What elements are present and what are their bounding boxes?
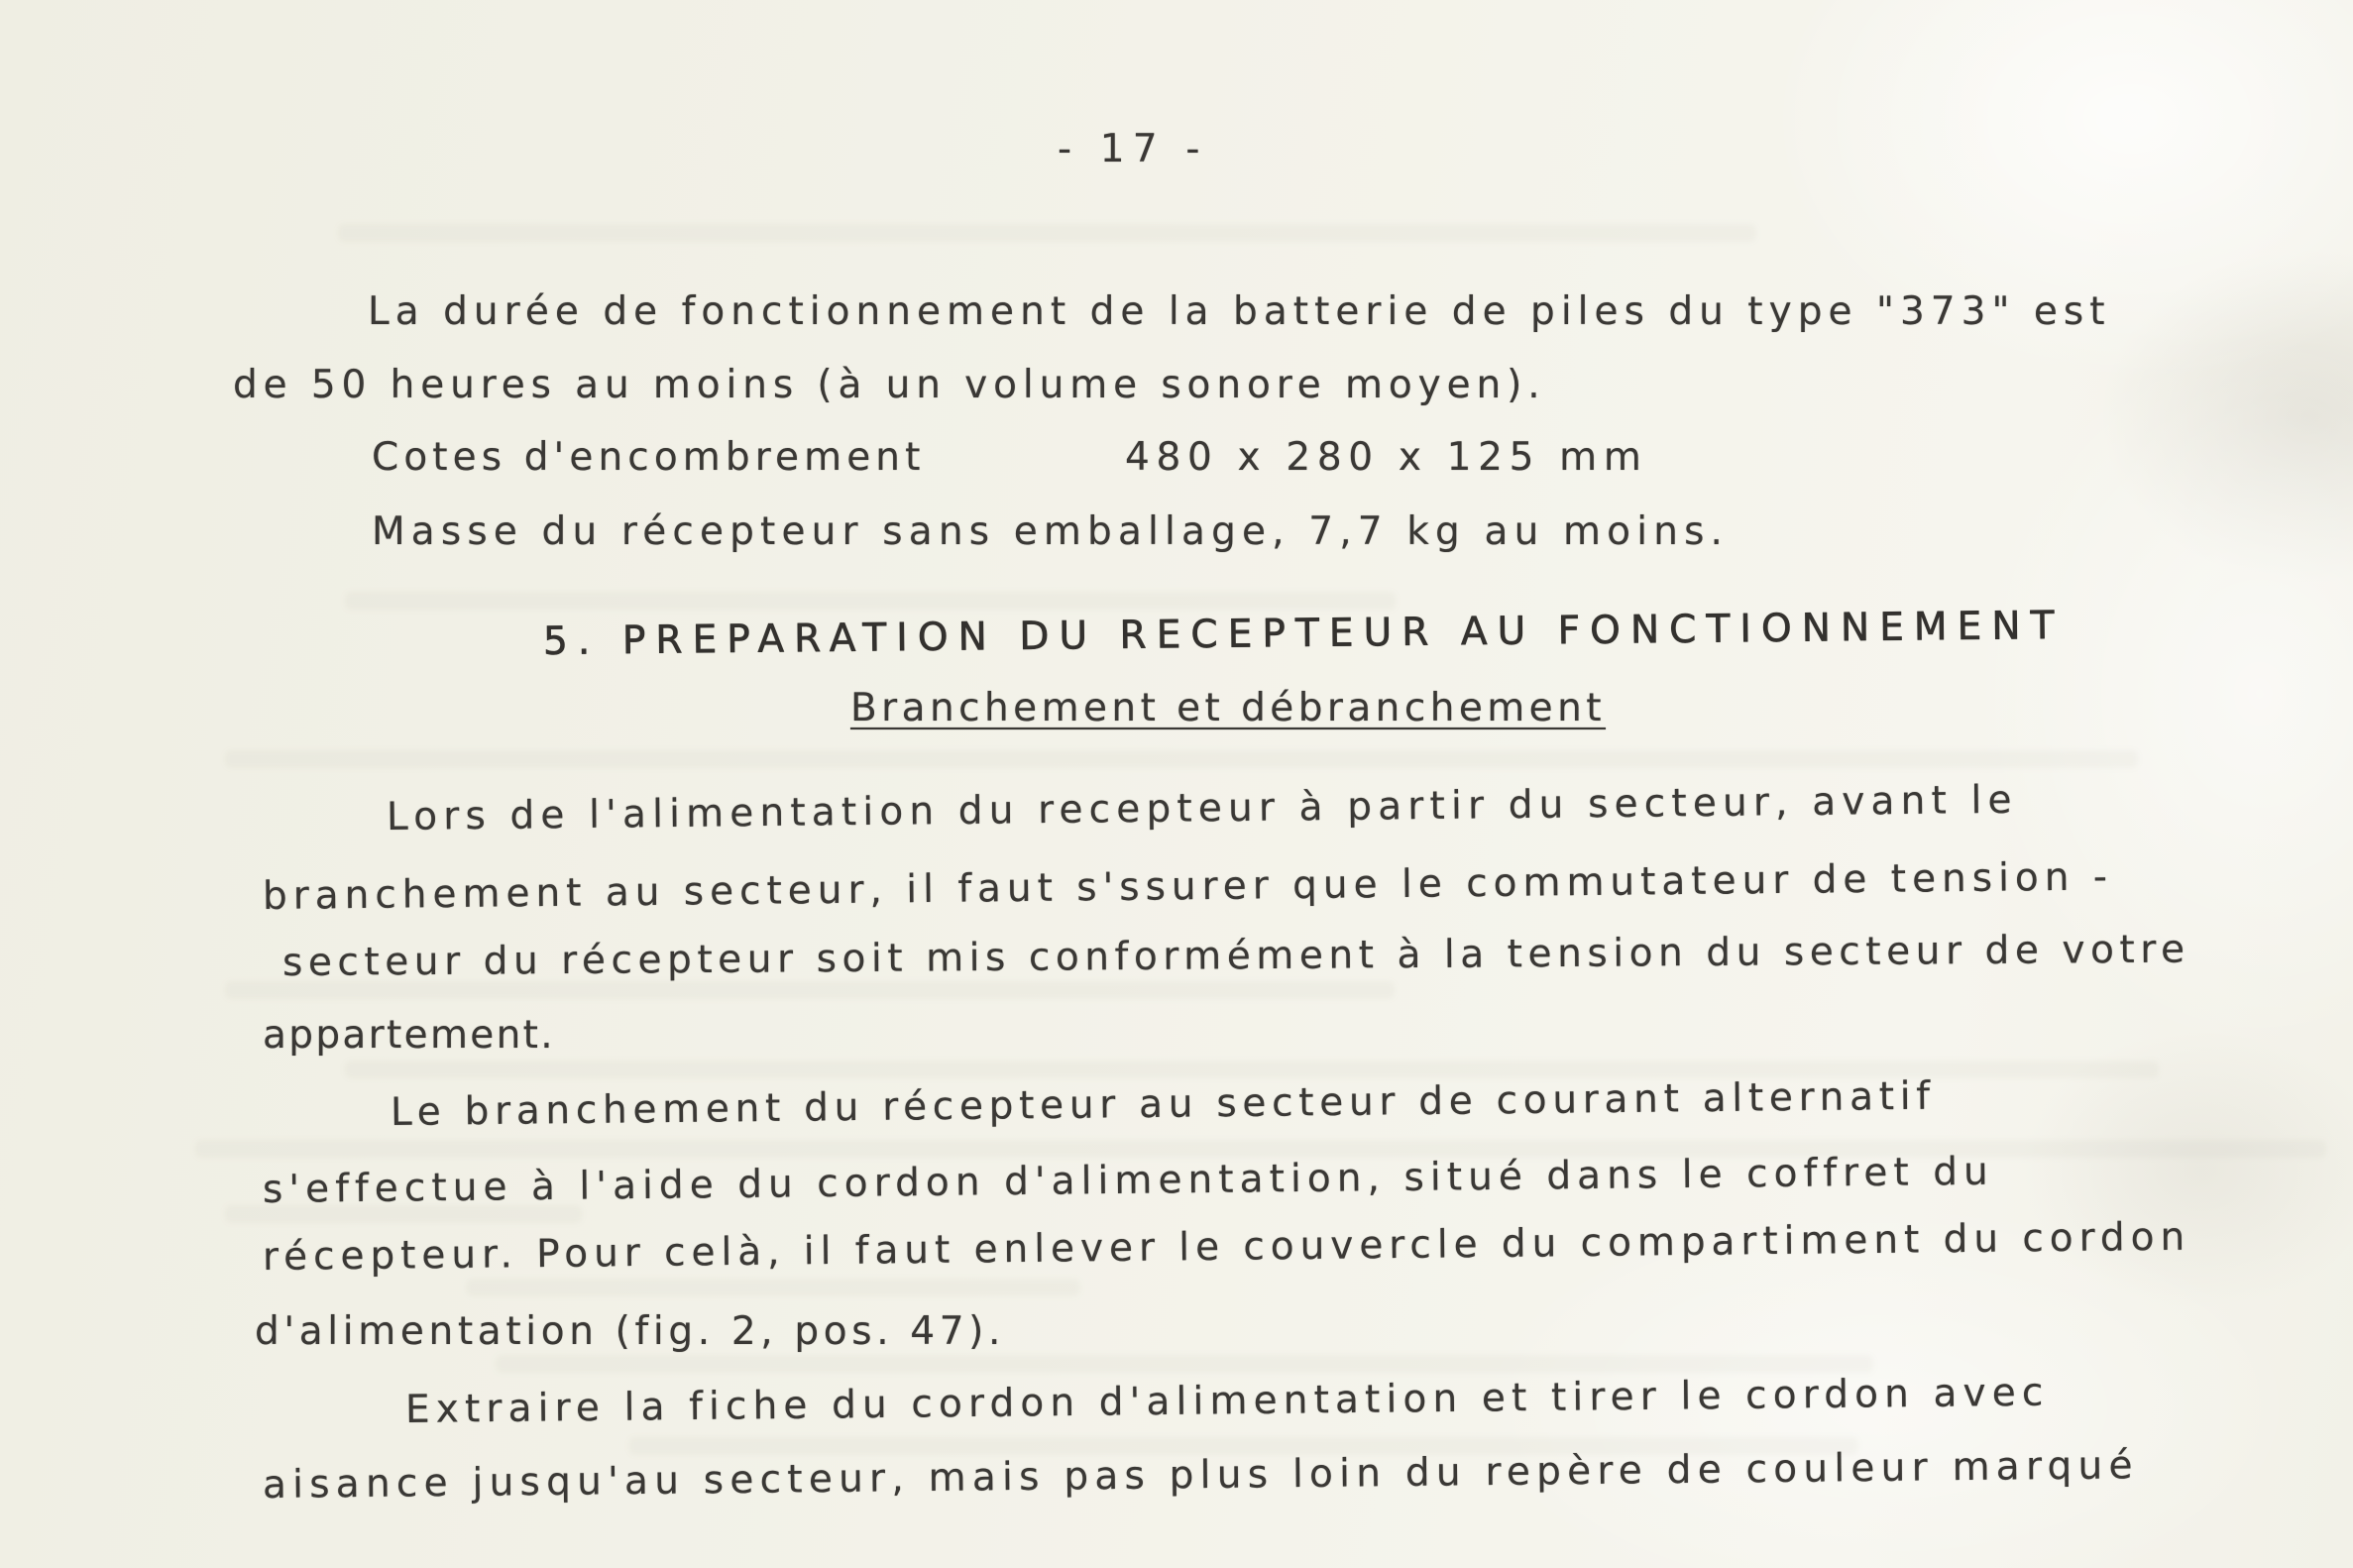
- text-line: appartement.: [263, 1013, 555, 1058]
- page-number: - 17 -: [1058, 127, 1208, 171]
- text-line: Extraire la fiche du cordon d'alimentation et tirer le cordon avec: [404, 1370, 2050, 1432]
- text-line: Lors de l'alimentation du recepteur à partir du secteur, avant le: [386, 777, 2018, 840]
- section-heading: 5. PREPARATION DU RECEPTEUR AU FONCTIONNEMENT: [542, 603, 2065, 664]
- bleed-through-mark: [338, 224, 1756, 242]
- text-line: secteur du récepteur soit mis conformément à la tension du secteur de votre: [281, 927, 2190, 985]
- text-line: Le branchement du récepteur au secteur de courant alternatif: [390, 1073, 1936, 1135]
- dimensions-label: Cotes d'encombrement: [372, 435, 926, 480]
- text-line: La durée de fonctionnement de la batterie de piles du type "373" est: [368, 289, 2111, 334]
- text-line: branchement au secteur, il faut s'ssurer que le commutateur de tension -: [262, 854, 2114, 919]
- bleed-through-mark: [496, 1355, 1873, 1373]
- mass-line: Masse du récepteur sans emballage, 7,7 kg au moins.: [372, 509, 1730, 554]
- bleed-through-mark: [466, 1279, 1080, 1296]
- text-line: d'alimentation (fig. 2, pos. 47).: [255, 1309, 1006, 1354]
- text-line: récepteur. Pour celà, il faut enlever le couvercle du compartiment du cordon: [262, 1214, 2191, 1280]
- text-line: s'effectue à l'aide du cordon d'alimentation, situé dans le coffret du: [262, 1149, 1995, 1212]
- section-subheading: Branchement et débranchement: [850, 686, 1606, 730]
- dimensions-value: 480 x 280 x 125 mm: [1125, 435, 1648, 480]
- bleed-through-mark: [225, 750, 2138, 768]
- bleed-through-mark: [345, 592, 1396, 610]
- text-line: de 50 heures au moins (à un volume sonore moyen).: [233, 363, 1546, 407]
- text-line: aisance jusqu'au secteur, mais pas plus loin du repère de couleur marqué: [262, 1443, 2140, 1508]
